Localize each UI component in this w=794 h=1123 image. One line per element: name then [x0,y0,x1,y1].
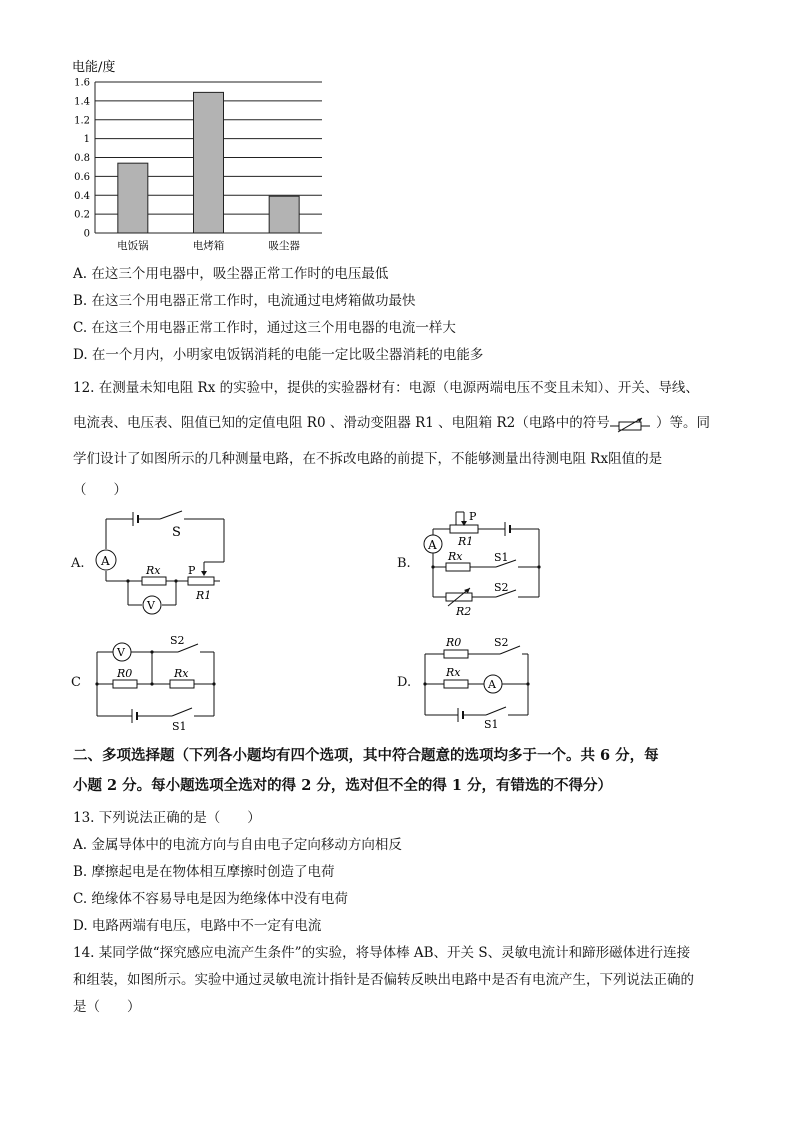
q13-stem: 13. 下列说法正确的是（ ） [73,810,261,826]
circuit-c-diagram [90,630,225,732]
circuit-d-rx: Rx [446,666,461,679]
circuit-c-voltmeter: V [117,646,125,659]
q12-line-2-text: 电流表、电压表、阻值已知的定值电阻 R0 、滑动变阻器 R1 、电阻箱 R2（电路中的符号 [73,415,610,431]
y-tick-label: 1.2 [74,115,90,127]
circuit-d-r0: R0 [446,636,462,649]
y-tick-label: 1 [83,134,90,146]
q13-option-d: D. 电路两端有电压，电路中不一定有电流 [73,918,322,934]
circuit-b-slider: P [469,510,477,523]
category-label: 电饭锅 [117,240,149,252]
circuit-c-s2: S2 [170,634,185,647]
y-tick-label: 1.6 [74,77,90,89]
q14-line-3: 是（ ） [73,999,141,1015]
circuit-a-rx: Rx [146,564,161,577]
circuit-a-label: A. [71,556,85,571]
circuit-b-label: B. [397,556,411,571]
circuit-d-s1: S1 [484,718,499,730]
circuit-b-ammeter: A [428,538,437,552]
bar-3 [269,196,299,233]
circuit-c-r0: R0 [117,667,133,680]
q14-line-2: 和组装，如图所示。实验中通过灵敏电流计指针是否偏转反映出电路中是否有电流产生，下列说法正确的 [73,972,694,988]
category-labels [117,239,300,252]
circuit-d-label: D. [397,675,412,690]
circuit-d-ammeter: A [488,678,496,691]
q13-option-a: A. 金属导体中的电流方向与自由电子定向移动方向相反 [73,837,402,853]
y-tick-label: 1.4 [74,96,90,108]
section-2-heading-line-1: 二、多项选择题（下列各小题均有四个选项，其中符合题意的选项均多于一个。共 6 分，每 [73,747,659,764]
q11-option-c: C. 在这三个用电器正常工作时，通过这三个用电器的电流一样大 [73,320,456,336]
y-tick-label: 0.2 [74,209,90,221]
category-label: 电烤箱 [192,240,225,252]
circuit-a-r1: R1 [196,589,212,602]
circuit-a-diagram [90,505,240,617]
y-tick-label: 0.6 [74,171,90,183]
circuit-a-ammeter: A [101,554,110,568]
category-label: 吸尘器 [268,240,300,252]
q12-line-2 [73,411,710,433]
bars [118,92,299,233]
circuit-c-rx: Rx [174,667,189,680]
circuit-b-rx: Rx [448,550,463,563]
q11-option-b: B. 在这三个用电器正常工作时，电流通过电烤箱做功最快 [73,293,416,309]
q14-line-1: 14. 某同学做“探究感应电流产生条件”的实验，将导体棒 AB、开关 S、灵敏电流计和蹄形磁体进行连接 [73,945,691,961]
circuit-b-diagram [418,505,548,617]
y-axis-label: 电能/度 [72,60,116,75]
circuit-b-r2: R2 [456,605,472,617]
y-tick-label: 0.8 [74,153,90,164]
y-tick-label: 0.4 [74,190,90,202]
circuit-b-s2: S2 [494,581,509,594]
section-2-heading-line-2: 小题 2 分。每小题选项全选对的得 2 分，选对但不全的得 1 分，有错选的不得分） [73,777,613,794]
circuit-c-label: C [71,675,81,690]
q13-option-c: C. 绝缘体不容易导电是因为绝缘体中没有电荷 [73,891,348,907]
circuit-b-r1: R1 [458,535,474,548]
bar-1 [118,163,148,233]
circuit-a-voltmeter: V [147,599,155,612]
circuit-b-s1: S1 [494,551,509,564]
circuit-a-switch-label: S [172,525,181,540]
bar-2 [194,92,224,233]
q12-line-2-end: ）等。同 [651,415,711,431]
q13-option-b: B. 摩擦起电是在物体相互摩擦时创造了电荷 [73,864,335,880]
circuit-a-slider: P [188,564,196,577]
q12-line-1: 12. 在测量未知电阻 Rx 的实验中，提供的实验器材有：电源（电源两端电压不变且未知）、开关、导线、 [73,380,699,396]
q12-line-3: 学们设计了如图所示的几种测量电路，在不拆改电路的前提下，不能够测量出待测电阻 Rx阻值的是 [73,451,663,467]
rheostat-symbol-icon [610,415,652,433]
circuit-d-diagram [418,632,538,730]
q11-option-d: D. 在一个月内，小明家电饭锅消耗的电能一定比吸尘器消耗的电能多 [73,347,484,363]
q12-line-4: （ ） [73,482,127,498]
circuit-c-s1: S1 [172,720,187,732]
y-tick-label: 0 [83,228,90,240]
y-tick-labels [74,78,90,240]
q11-option-a: A. 在这三个用电器中，吸尘器正常工作时的电压最低 [73,266,389,282]
energy-bar-chart [60,55,340,260]
circuit-d-s2: S2 [494,636,509,649]
